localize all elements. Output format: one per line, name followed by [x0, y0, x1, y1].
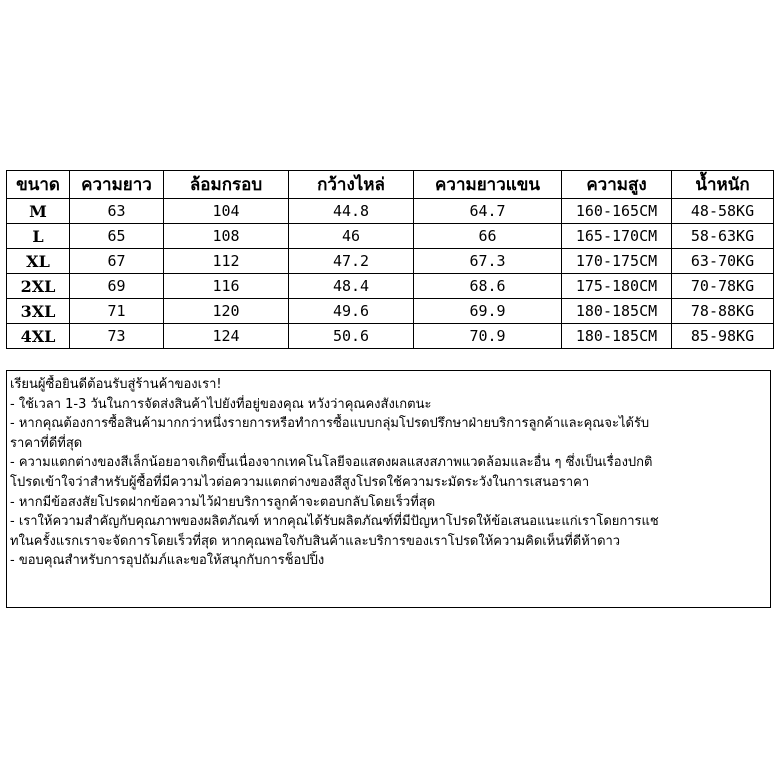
table-row [7, 324, 774, 349]
sleeve-cell: 64.7 [414, 199, 562, 224]
shoulder-cell: 49.6 [289, 299, 414, 324]
weight-cell: 85-98KG [672, 324, 774, 349]
table-header-row [7, 171, 774, 199]
header-size: ขนาด [7, 171, 70, 199]
height-cell: 160-165CM [562, 199, 672, 224]
notes-greeting: เรียนผู้ซื้อยินดีต้อนรับสู่ร้านค้าของเรา! [10, 377, 222, 392]
header-length: ความยาว [70, 171, 164, 199]
sleeve-cell: 70.9 [414, 324, 562, 349]
notes-line: - หากมีข้อสงสัยโปรดฝากข้อความไว้ฝ่ายบริการลูกค้าจะตอบกลับโดยเร็วที่สุด [10, 494, 436, 510]
chest-cell: 120 [164, 299, 289, 324]
shoulder-cell: 48.4 [289, 274, 414, 299]
sleeve-cell: 66 [414, 224, 562, 249]
table-row [7, 299, 774, 324]
header-weight: น้ำหนัก [672, 171, 774, 199]
notes-line: โปรดเข้าใจว่าสำหรับผู้ซื้อที่มีความไวต่อความแตกต่างของสีสูงโปรดใช้ความระมัดระวังในการเสนอราคา [10, 474, 590, 490]
size-chart-table [6, 170, 774, 349]
notes-line: ราคาที่ดีที่สุด [10, 435, 83, 451]
chest-cell: 104 [164, 199, 289, 224]
weight-cell: 48-58KG [672, 199, 774, 224]
weight-cell: 70-78KG [672, 274, 774, 299]
notes-line: ทในครั้งแรกเราจะจัดการโดยเร็วที่สุด หากคุณพอใจกับสินค้าและบริการของเราโปรดให้ความคิดเห็นที่ดีห้าดาว [10, 533, 621, 549]
size-cell: 4XL [7, 324, 70, 349]
notes-line: - หากคุณต้องการซื้อสินค้ามากกว่าหนึ่งรายการหรือทำการซื้อแบบกลุ่มโปรดปรึกษาฝ่ายบริการลูกค้าและคุณจะได้รับ [10, 416, 650, 432]
shoulder-cell: 44.8 [289, 199, 414, 224]
table-row [7, 199, 774, 224]
height-cell: 170-175CM [562, 249, 672, 274]
notes-line: - ขอบคุณสำหรับการอุปถัมภ์และขอให้สนุกกับการช็อปปิ้ง [10, 553, 325, 569]
weight-cell: 58-63KG [672, 224, 774, 249]
size-cell: 2XL [7, 274, 70, 299]
length-cell: 73 [70, 324, 164, 349]
header-sleeve-length: ความยาวแขน [414, 171, 562, 199]
size-cell: L [7, 224, 70, 249]
size-cell: XL [7, 249, 70, 274]
height-cell: 180-185CM [562, 324, 672, 349]
length-cell: 69 [70, 274, 164, 299]
weight-cell: 78-88KG [672, 299, 774, 324]
shop-notes-box [6, 370, 771, 608]
notes-line: - เราให้ความสำคัญกับคุณภาพของผลิตภัณฑ์ หากคุณได้รับผลิตภัณฑ์ที่มีปัญหาโปรดให้ข้อเสนอแนะแก่เราโดยการแช [10, 514, 659, 530]
shoulder-cell: 50.6 [289, 324, 414, 349]
header-height: ความสูง [562, 171, 672, 199]
table-row [7, 249, 774, 274]
length-cell: 67 [70, 249, 164, 274]
shoulder-cell: 46 [289, 224, 414, 249]
length-cell: 65 [70, 224, 164, 249]
chest-cell: 116 [164, 274, 289, 299]
sleeve-cell: 67.3 [414, 249, 562, 274]
chest-cell: 108 [164, 224, 289, 249]
header-shoulder: กว้างไหล่ [289, 171, 414, 199]
length-cell: 71 [70, 299, 164, 324]
height-cell: 165-170CM [562, 224, 672, 249]
header-chest: ล้อมกรอบ [164, 171, 289, 199]
sleeve-cell: 68.6 [414, 274, 562, 299]
sleeve-cell: 69.9 [414, 299, 562, 324]
table-row [7, 274, 774, 299]
length-cell: 63 [70, 199, 164, 224]
size-cell: M [7, 199, 70, 224]
table-row [7, 224, 774, 249]
chest-cell: 112 [164, 249, 289, 274]
height-cell: 175-180CM [562, 274, 672, 299]
chest-cell: 124 [164, 324, 289, 349]
shoulder-cell: 47.2 [289, 249, 414, 274]
size-cell: 3XL [7, 299, 70, 324]
notes-line: - ความแตกต่างของสีเล็กน้อยอาจเกิดขึ้นเนื่องจากเทคโนโลยีจอแสดงผลแสงสภาพแวดล้อมและอื่น ๆ ซึ่งเป็นเรื่องปกติ [10, 455, 653, 471]
weight-cell: 63-70KG [672, 249, 774, 274]
notes-line: - ใช้เวลา 1-3 วันในการจัดส่งสินค้าไปยังที่อยู่ของคุณ หวังว่าคุณคงสังเกตนะ [10, 396, 432, 412]
height-cell: 180-185CM [562, 299, 672, 324]
